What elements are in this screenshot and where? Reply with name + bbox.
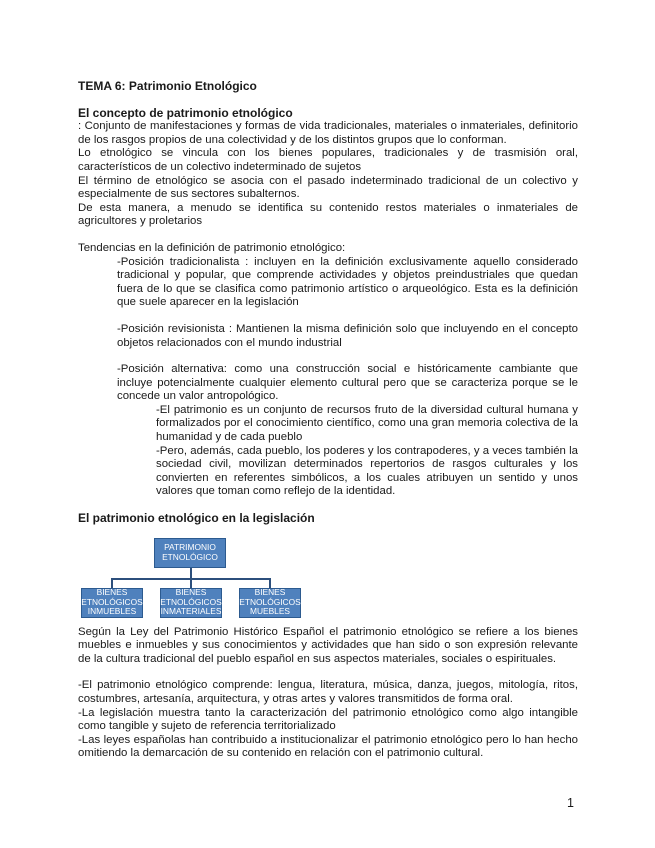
diagram-root-node: PATRIMONIO ETNOLÓGICO xyxy=(154,538,226,568)
page-number: 1 xyxy=(567,796,574,810)
paragraph: Lo etnológico se vincula con los bienes populares, tradicionales y de trasmisión oral, característicos de un colectivo indeterminado de sujetos xyxy=(78,147,578,173)
section-heading-legislacion: El patrimonio etnológico en la legislación xyxy=(78,511,315,526)
diagram-node-inmateriales: BIENES ETNOLÓGICOS INMATERIALES xyxy=(160,587,222,617)
paragraph: El término de etnológico se asocia con el pasado indeterminado tradicional de un colectivo y especialmente de sus sectores subalternos. xyxy=(78,174,578,201)
hierarchy-diagram xyxy=(78,534,578,618)
posicion-alternativa: -Posición alternativa: como una construcción social e históricamente cambiante que incluye potencialmente cualquier elemento cultural pero que se caracteriza porque se le concede un valor antropológico. xyxy=(117,363,578,403)
paragraph: : Conjunto de manifestaciones y formas de vida tradicionales, materiales o inmateriales, definitorio de los rasgos propios de una colectividad y de los distintos grupos que lo conforman. xyxy=(78,120,578,146)
page-title: TEMA 6: Patrimonio Etnológico xyxy=(78,79,257,93)
posicion-tradicionalista: -Posición tradicionalista : incluyen en la definición exclusivamente aquello considerado tradicional y popular, que comprende actividades y objetos preindustriales que quedan fuera de lo que se clasifica como patrimonio artístico o arqueológico. Esta es la definición que suele aparecer en la legislación xyxy=(117,255,578,309)
tendencias-intro: Tendencias en la definición de patrimonio etnológico: xyxy=(78,241,346,254)
diagram-node-muebles: BIENES ETNOLÓGICOS MUEBLES xyxy=(239,587,301,617)
section-heading-concepto: El concepto de patrimonio etnológico xyxy=(78,105,293,120)
page-content xyxy=(78,80,578,761)
paragraph: De esta manera, a menudo se identifica su contenido restos materiales o inmateriales de agricultores y proletarios xyxy=(78,201,578,228)
posicion-revisionista: -Posición revisionista : Mantienen la misma definición solo que incluyendo en el concepto objetos relacionados con el mundo industrial xyxy=(117,322,578,349)
legislacion-point: -El patrimonio etnológico comprende: lengua, literatura, música, danza, juegos, mitología, ritos, costumbres, artesanía, arquitectura, y otras artes y valores transmitidos de forma oral. xyxy=(78,679,578,705)
sub-point: -El patrimonio es un conjunto de recursos fruto de la diversidad cultural humana y formalizados por el conocimiento científico, como una gran memoria colectiva de la humanidad y de cada pueblo xyxy=(156,403,578,444)
ley-paragraph: Según la Ley del Patrimonio Histórico Español el patrimonio etnológico se refiere a los bienes muebles e inmuebles y sus conocimientos y actividades que han sido o son expresión relevante de la cultura tradicional del pueblo español en sus aspectos materiales, sociales o espirituales. xyxy=(78,625,578,665)
diagram-node-inmuebles: BIENES ETNOLÓGICOS INMUEBLES xyxy=(81,587,143,617)
sub-point: -Pero, además, cada pueblo, los poderes y los contrapoderes, y a veces también la sociedad civil, movilizan determinados repertorios de rasgos culturales y los convierten en referentes simbólicos, a los cuales atribuyen un sentido y unos valores que toman como reflejo de la identidad. xyxy=(156,444,578,498)
legislacion-point: -Las leyes españolas han contribuido a institucionalizar el patrimonio etnológico pero lo han hecho omitiendo la demarcación de su contenido en relación con el patrimonio cultural. xyxy=(78,733,578,760)
legislacion-point: -La legislación muestra tanto la caracterización del patrimonio etnológico como algo intangible como tangible y sujeto de referencia territorializado xyxy=(78,706,578,733)
